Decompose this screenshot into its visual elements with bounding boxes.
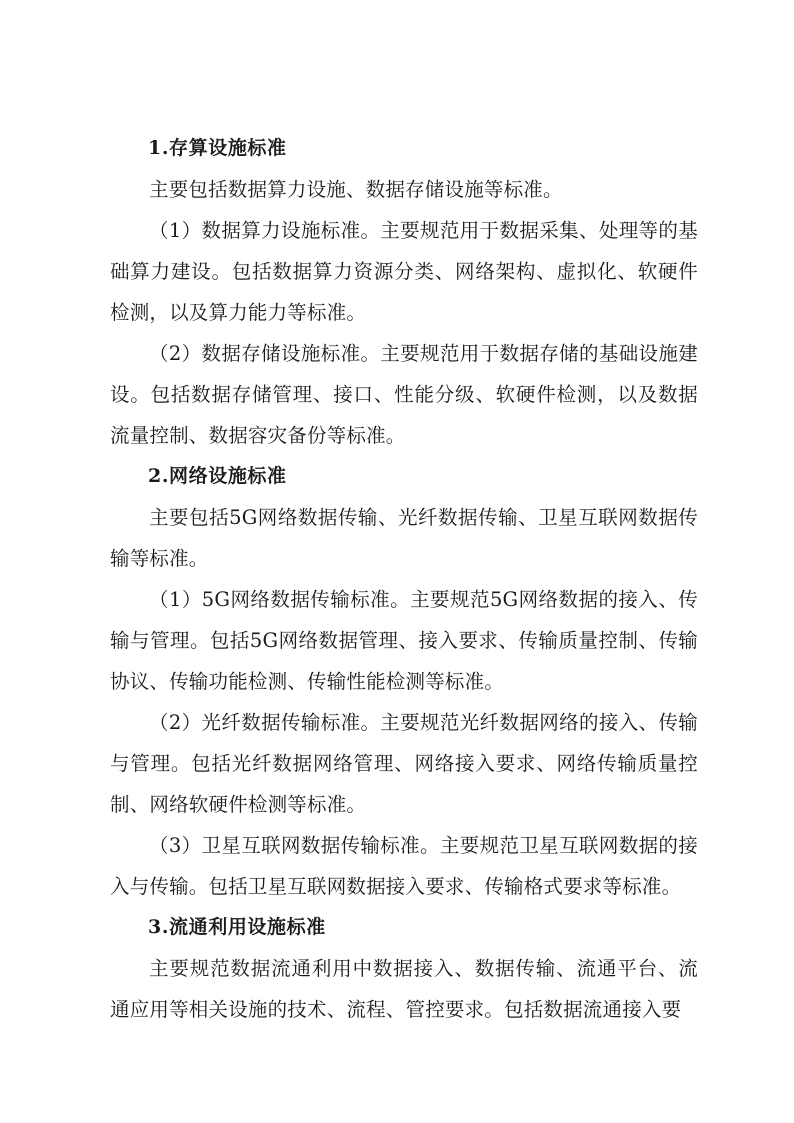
paragraph-2-item-1: （1）5G网络数据传输标准。主要规范5G网络数据的接入、传输与管理。包括5G网络数据管理、接入要求、传输质量控制、传输协议、传输功能检测、传输性能检测等标准。	[110, 588, 698, 693]
document-body	[110, 128, 698, 1030]
paragraph-2-intro: 主要包括5G网络数据传输、光纤数据传输、卫星互联网数据传输等标准。	[110, 506, 698, 570]
section-heading-2: 2.网络设施标准	[148, 465, 287, 487]
paragraph-2-item-2: （2）光纤数据传输标准。主要规范光纤数据网络的接入、传输与管理。包括光纤数据网络管理、网络接入要求、网络传输质量控制、网络软硬件检测等标准。	[110, 711, 698, 816]
section-heading-3: 3.流通利用设施标准	[148, 916, 326, 938]
paragraph-1-item-1: （1）数据算力设施标准。主要规范用于数据采集、处理等的基础算力建设。包括数据算力资源分类、网络架构、虚拟化、软硬件检测，以及算力能力等标准。	[110, 219, 698, 324]
paragraph-1-item-2: （2）数据存储设施标准。主要规范用于数据存储的基础设施建设。包括数据存储管理、接口、性能分级、软硬件检测，以及数据流量控制、数据容灾备份等标准。	[110, 342, 698, 447]
paragraph-3-intro: 主要规范数据流通利用中数据接入、数据传输、流通平台、流通应用等相关设施的技术、流程、管控要求。包括数据流通接入要	[110, 957, 698, 1021]
section-heading-1: 1.存算设施标准	[148, 137, 287, 159]
paragraph-1-intro: 主要包括数据算力设施、数据存储设施等标准。	[149, 178, 563, 201]
paragraph-2-item-3: （3）卫星互联网数据传输标准。主要规范卫星互联网数据的接入与传输。包括卫星互联网数据接入要求、传输格式要求等标准。	[110, 834, 698, 898]
